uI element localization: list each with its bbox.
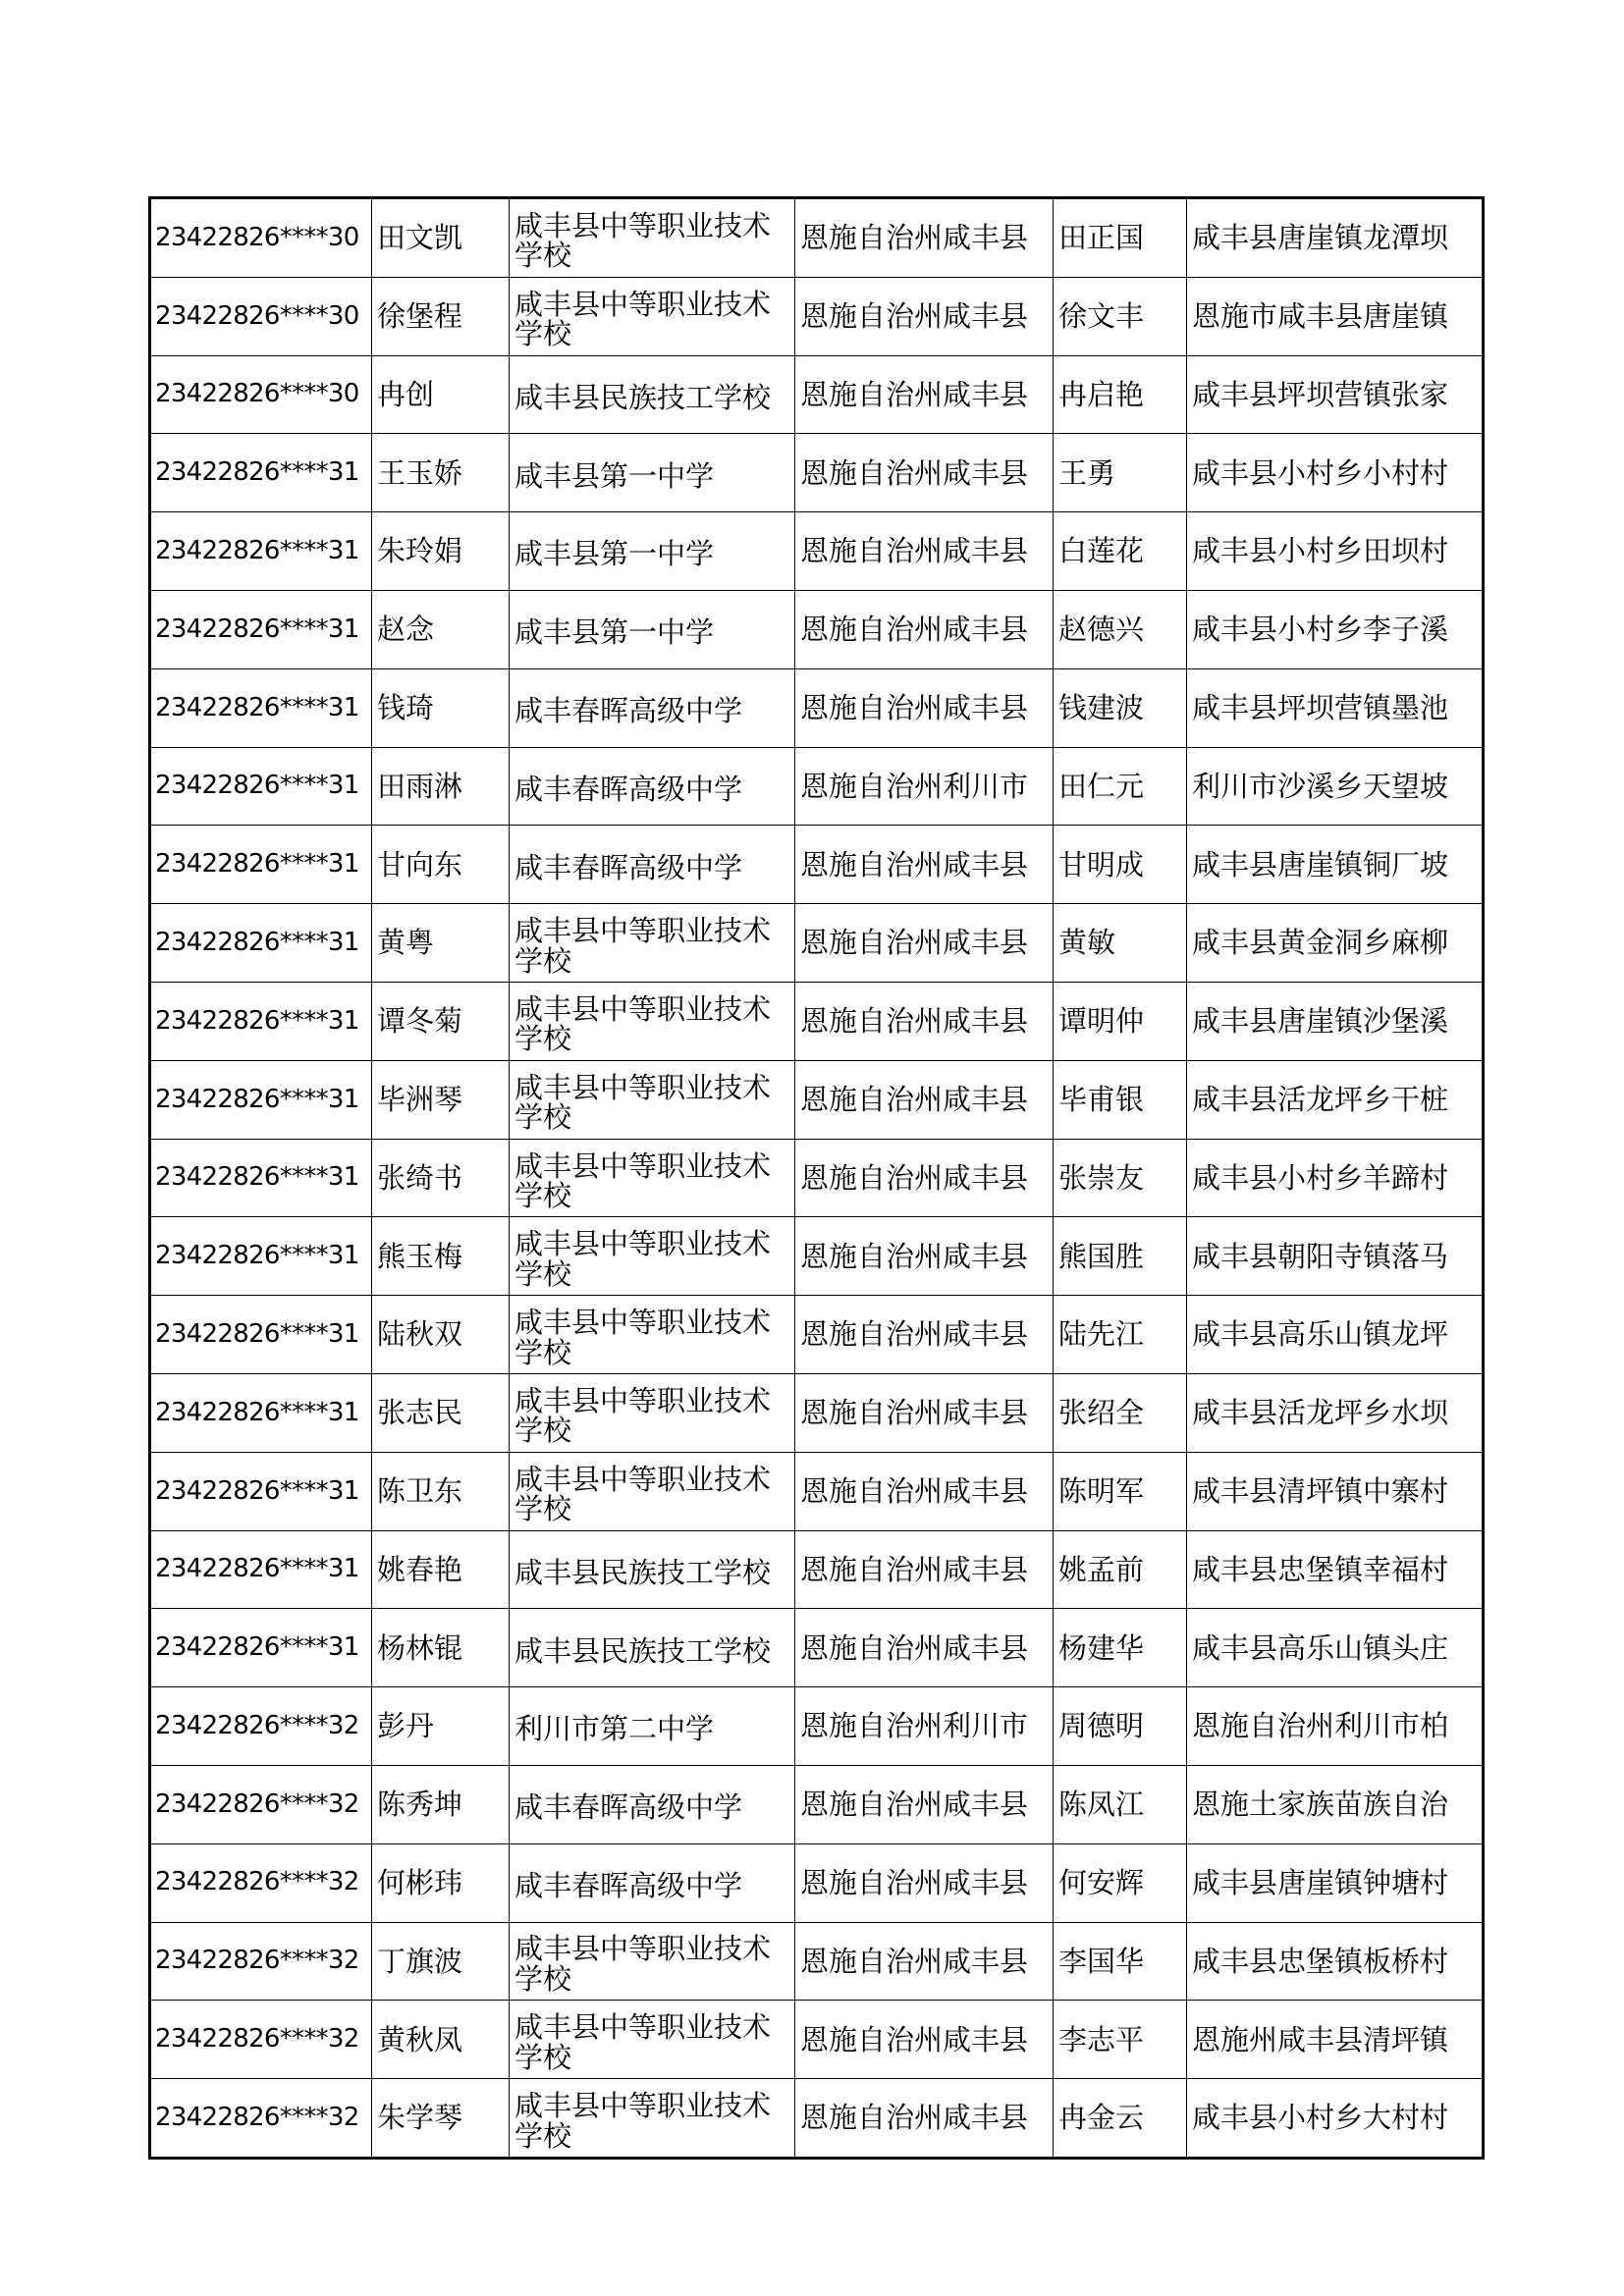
student-name-cell: 姚春艳 [372,1530,510,1609]
id-cell: 23422826****30 [150,198,372,278]
address-cell: 恩施土家族苗族自治 [1187,1765,1484,1843]
student-name-cell: 陈卫东 [372,1452,510,1530]
table-row [150,1609,1484,1687]
table-row [150,1217,1484,1296]
table-row [150,434,1484,512]
region-cell: 恩施自治州咸丰县 [795,982,1054,1060]
region-cell: 恩施自治州咸丰县 [795,1139,1054,1217]
student-name-cell: 王玉娇 [372,434,510,512]
id-cell: 23422826****31 [150,1060,372,1139]
address-cell: 咸丰县高乐山镇头庄 [1187,1609,1484,1687]
student-name-cell: 黄秋凤 [372,2001,510,2079]
student-name-cell: 何彬玮 [372,1843,510,1922]
student-name-cell: 谭冬菊 [372,982,510,1060]
table-row [150,1296,1484,1374]
school-cell: 咸丰县中等职业技术学校 [510,1922,795,2001]
id-cell: 23422826****32 [150,1687,372,1766]
student-name-cell: 钱琦 [372,668,510,747]
student-name-cell: 徐堡程 [372,277,510,355]
region-cell: 恩施自治州咸丰县 [795,198,1054,278]
address-cell: 咸丰县坪坝营镇张家 [1187,355,1484,434]
region-cell: 恩施自治州咸丰县 [795,1373,1054,1452]
school-cell: 咸丰县第一中学 [510,512,795,591]
student-name-cell: 张绮书 [372,1139,510,1217]
school-cell: 咸丰春晖高级中学 [510,668,795,747]
student-name-cell: 彭丹 [372,1687,510,1766]
table-row [150,277,1484,355]
table-row [150,1687,1484,1766]
table-row [150,904,1484,983]
table-row [150,1452,1484,1530]
guardian-name-cell: 熊国胜 [1054,1217,1187,1296]
region-cell: 恩施自治州咸丰县 [795,1843,1054,1922]
id-cell: 23422826****32 [150,1922,372,2001]
address-cell: 咸丰县唐崖镇铜厂坡 [1187,826,1484,904]
school-cell: 咸丰县中等职业技术学校 [510,1139,795,1217]
id-cell: 23422826****32 [150,2001,372,2079]
id-cell: 23422826****31 [150,1373,372,1452]
guardian-name-cell: 张绍全 [1054,1373,1187,1452]
id-cell: 23422826****32 [150,1843,372,1922]
student-name-cell: 熊玉梅 [372,1217,510,1296]
id-cell: 23422826****31 [150,512,372,591]
student-name-cell: 赵念 [372,590,510,668]
guardian-name-cell: 田仁元 [1054,747,1187,826]
region-cell: 恩施自治州咸丰县 [795,434,1054,512]
address-cell: 利川市沙溪乡天望坡 [1187,747,1484,826]
id-cell: 23422826****31 [150,668,372,747]
school-cell: 咸丰县民族技工学校 [510,1530,795,1609]
school-cell: 咸丰县民族技工学校 [510,1609,795,1687]
guardian-name-cell: 姚孟前 [1054,1530,1187,1609]
student-name-cell: 黄粤 [372,904,510,983]
region-cell: 恩施自治州咸丰县 [795,668,1054,747]
guardian-name-cell: 冉金云 [1054,2079,1187,2159]
id-cell: 23422826****31 [150,1296,372,1374]
id-cell: 23422826****30 [150,355,372,434]
address-cell: 咸丰县唐崖镇龙潭坝 [1187,198,1484,278]
region-cell: 恩施自治州咸丰县 [795,1217,1054,1296]
table-row [150,826,1484,904]
student-name-cell: 朱学琴 [372,2079,510,2159]
id-cell: 23422826****31 [150,1452,372,1530]
student-name-cell: 陆秋双 [372,1296,510,1374]
school-cell: 咸丰县中等职业技术学校 [510,1296,795,1374]
guardian-name-cell: 张崇友 [1054,1139,1187,1217]
guardian-name-cell: 陈明军 [1054,1452,1187,1530]
region-cell: 恩施自治州咸丰县 [795,2001,1054,2079]
guardian-name-cell: 毕甫银 [1054,1060,1187,1139]
region-cell: 恩施自治州利川市 [795,1687,1054,1766]
address-cell: 恩施自治州利川市柏 [1187,1687,1484,1766]
student-name-cell: 丁旗波 [372,1922,510,2001]
guardian-name-cell: 杨建华 [1054,1609,1187,1687]
address-cell: 咸丰县坪坝营镇墨池 [1187,668,1484,747]
address-cell: 咸丰县忠堡镇板桥村 [1187,1922,1484,2001]
table-row [150,198,1484,278]
guardian-name-cell: 甘明成 [1054,826,1187,904]
table-row [150,512,1484,591]
school-cell: 咸丰春晖高级中学 [510,747,795,826]
address-cell: 恩施市咸丰县唐崖镇 [1187,277,1484,355]
region-cell: 恩施自治州咸丰县 [795,512,1054,591]
region-cell: 恩施自治州咸丰县 [795,2079,1054,2159]
address-cell: 咸丰县高乐山镇龙坪 [1187,1296,1484,1374]
id-cell: 23422826****32 [150,1765,372,1843]
id-cell: 23422826****31 [150,1609,372,1687]
table-row [150,355,1484,434]
address-cell: 咸丰县黄金洞乡麻柳 [1187,904,1484,983]
region-cell: 恩施自治州咸丰县 [795,826,1054,904]
guardian-name-cell: 钱建波 [1054,668,1187,747]
table-row [150,1060,1484,1139]
region-cell: 恩施自治州咸丰县 [795,1296,1054,1374]
student-name-cell: 朱玲娟 [372,512,510,591]
address-cell: 咸丰县活龙坪乡干桩 [1187,1060,1484,1139]
guardian-name-cell: 徐文丰 [1054,277,1187,355]
id-cell: 23422826****31 [150,1217,372,1296]
school-cell: 咸丰县中等职业技术学校 [510,2001,795,2079]
student-name-cell: 陈秀坤 [372,1765,510,1843]
guardian-name-cell: 陈凤江 [1054,1765,1187,1843]
table-row [150,747,1484,826]
id-cell: 23422826****31 [150,904,372,983]
table-row [150,590,1484,668]
table-row [150,1373,1484,1452]
school-cell: 咸丰县中等职业技术学校 [510,1452,795,1530]
guardian-name-cell: 白莲花 [1054,512,1187,591]
id-cell: 23422826****31 [150,1530,372,1609]
region-cell: 恩施自治州咸丰县 [795,1922,1054,2001]
region-cell: 恩施自治州咸丰县 [795,1765,1054,1843]
table-row [150,2001,1484,2079]
guardian-name-cell: 陆先江 [1054,1296,1187,1374]
table-row [150,2079,1484,2159]
region-cell: 恩施自治州咸丰县 [795,1530,1054,1609]
region-cell: 恩施自治州利川市 [795,747,1054,826]
school-cell: 咸丰县中等职业技术学校 [510,2079,795,2159]
address-cell: 咸丰县清坪镇中寨村 [1187,1452,1484,1530]
student-name-cell: 田雨淋 [372,747,510,826]
student-name-cell: 甘向东 [372,826,510,904]
guardian-name-cell: 何安辉 [1054,1843,1187,1922]
address-cell: 咸丰县小村乡李子溪 [1187,590,1484,668]
student-name-cell: 冉创 [372,355,510,434]
address-cell: 咸丰县忠堡镇幸福村 [1187,1530,1484,1609]
region-cell: 恩施自治州咸丰县 [795,277,1054,355]
address-cell: 咸丰县唐崖镇沙堡溪 [1187,982,1484,1060]
region-cell: 恩施自治州咸丰县 [795,1060,1054,1139]
school-cell: 咸丰县中等职业技术学校 [510,1373,795,1452]
table-row [150,1765,1484,1843]
guardian-name-cell: 冉启艳 [1054,355,1187,434]
id-cell: 23422826****31 [150,1139,372,1217]
school-cell: 咸丰县中等职业技术学校 [510,277,795,355]
school-cell: 咸丰县中等职业技术学校 [510,1060,795,1139]
school-cell: 咸丰县中等职业技术学校 [510,198,795,278]
guardian-name-cell: 李志平 [1054,2001,1187,2079]
id-cell: 23422826****32 [150,2079,372,2159]
school-cell: 利川市第二中学 [510,1687,795,1766]
guardian-name-cell: 谭明仲 [1054,982,1187,1060]
region-cell: 恩施自治州咸丰县 [795,590,1054,668]
region-cell: 恩施自治州咸丰县 [795,355,1054,434]
table-row [150,1139,1484,1217]
guardian-name-cell: 赵德兴 [1054,590,1187,668]
address-cell: 咸丰县小村乡大村村 [1187,2079,1484,2159]
region-cell: 恩施自治州咸丰县 [795,1452,1054,1530]
table-body [150,198,1484,2159]
address-cell: 恩施州咸丰县清坪镇 [1187,2001,1484,2079]
id-cell: 23422826****31 [150,826,372,904]
table-row [150,1530,1484,1609]
school-cell: 咸丰县中等职业技术学校 [510,982,795,1060]
address-cell: 咸丰县唐崖镇钟塘村 [1187,1843,1484,1922]
school-cell: 咸丰县民族技工学校 [510,355,795,434]
student-name-cell: 毕洲琴 [372,1060,510,1139]
address-cell: 咸丰县活龙坪乡水坝 [1187,1373,1484,1452]
address-cell: 咸丰县小村乡田坝村 [1187,512,1484,591]
guardian-name-cell: 王勇 [1054,434,1187,512]
school-cell: 咸丰县中等职业技术学校 [510,1217,795,1296]
guardian-name-cell: 黄敏 [1054,904,1187,983]
school-cell: 咸丰县第一中学 [510,590,795,668]
id-cell: 23422826****31 [150,982,372,1060]
id-cell: 23422826****31 [150,590,372,668]
student-name-cell: 张志民 [372,1373,510,1452]
region-cell: 恩施自治州咸丰县 [795,904,1054,983]
table-row [150,1843,1484,1922]
guardian-name-cell: 田正国 [1054,198,1187,278]
school-cell: 咸丰春晖高级中学 [510,1843,795,1922]
region-cell: 恩施自治州咸丰县 [795,1609,1054,1687]
school-cell: 咸丰县第一中学 [510,434,795,512]
table-row [150,668,1484,747]
table-row [150,1922,1484,2001]
guardian-name-cell: 李国华 [1054,1922,1187,2001]
address-cell: 咸丰县小村乡羊蹄村 [1187,1139,1484,1217]
id-cell: 23422826****31 [150,434,372,512]
student-record-table [148,196,1485,2160]
address-cell: 咸丰县小村乡小村村 [1187,434,1484,512]
id-cell: 23422826****31 [150,747,372,826]
table-row [150,982,1484,1060]
guardian-name-cell: 周德明 [1054,1687,1187,1766]
student-name-cell: 杨林锟 [372,1609,510,1687]
student-name-cell: 田文凯 [372,198,510,278]
school-cell: 咸丰春晖高级中学 [510,1765,795,1843]
address-cell: 咸丰县朝阳寺镇落马 [1187,1217,1484,1296]
school-cell: 咸丰县中等职业技术学校 [510,904,795,983]
school-cell: 咸丰春晖高级中学 [510,826,795,904]
id-cell: 23422826****30 [150,277,372,355]
